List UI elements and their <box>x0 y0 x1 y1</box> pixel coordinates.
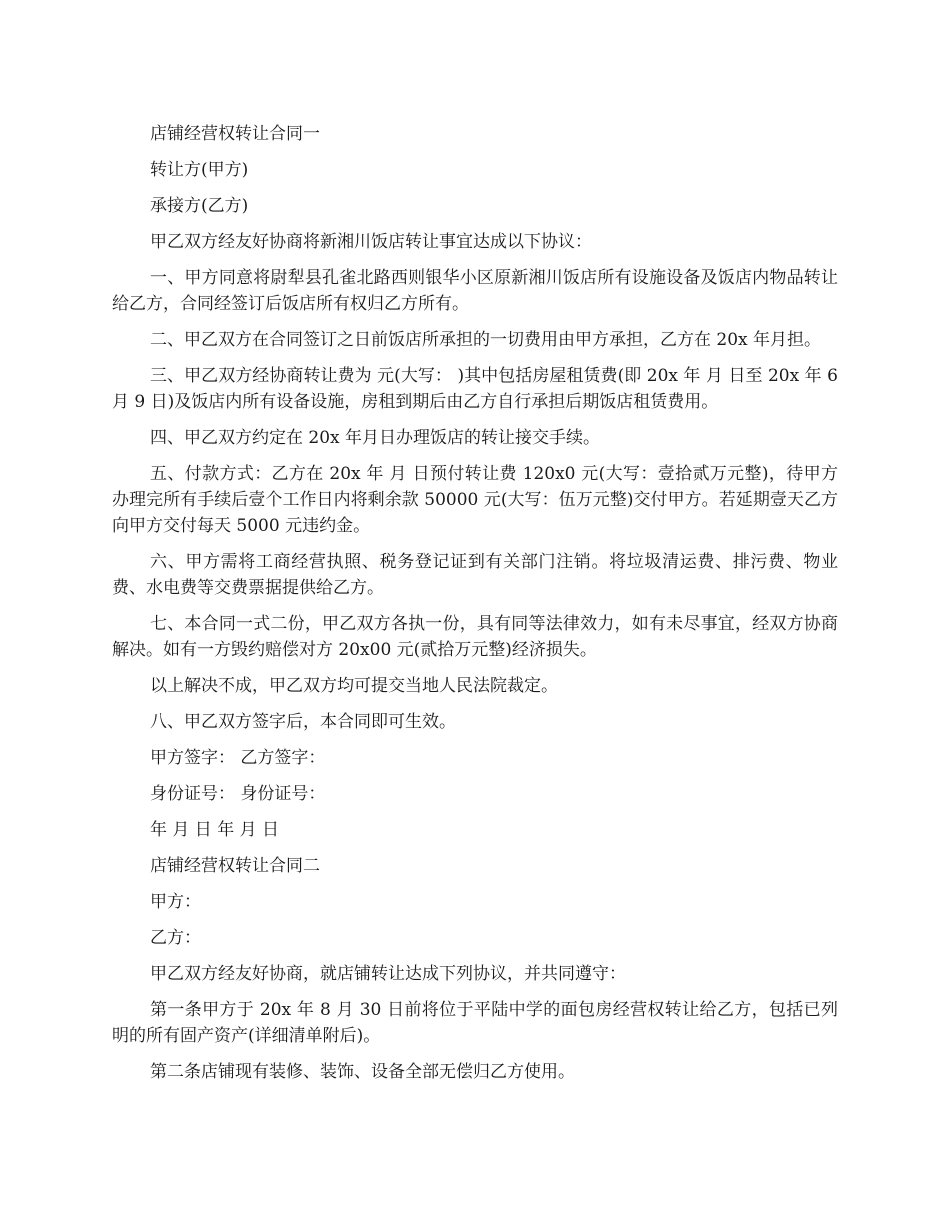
transferee-label: 承接方(乙方) <box>150 196 249 216</box>
clause-2: 二、甲乙双方在合同签订之日前饭店所承担的一切费用由甲方承担，乙方在 20x 年月担。 <box>150 330 822 350</box>
clause-1: 一、甲方同意将尉犁县孔雀北路西则银华小区原新湘川饭店所有设施设备及饭店内物品转让给乙方，合同经签订后饭店所有权归乙方所有。 <box>112 268 838 314</box>
party-a-label: 甲方： <box>150 892 201 912</box>
date-line: 年 月 日 年 月 日 <box>150 820 280 840</box>
clause-5-payment: 五、付款方式：乙方在 20x 年 月 日预付转让费 120x0 元(大写：壹拾贰万元整)，待甲方办理完所有手续后壹个工作日内将剩余款 50000 元(大写：伍万元整)交付甲方。若延期壹天乙方向甲方交付每天 5000 元违约金。 <box>112 464 838 536</box>
id-number-line: 身份证号： 身份证号： <box>150 784 326 804</box>
agreement-intro-2: 甲乙双方经友好协商，就店铺转让达成下列协议，并共同遵守： <box>150 964 626 984</box>
document-body <box>112 121 838 1095</box>
clause-3: 三、甲乙双方经协商转让费为 元(大写： )其中包括房屋租赁费(即 20x 年 月 日至 20x 年 6 月 9 日)及饭店内所有设备设施，房租到期后由乙方自行承担后期饭店租赁费用。 <box>112 366 838 412</box>
clause-6: 六、甲方需将工商经营执照、税务登记证到有关部门注销。将垃圾清运费、排污费、物业费、水电费等交费票据提供给乙方。 <box>112 552 838 598</box>
article-1: 第一条甲方于 20x 年 8 月 30 日前将位于平陆中学的面包房经营权转让给乙方，包括已列明的所有固产资产(详细清单附后)。 <box>112 1000 838 1046</box>
contract-two-title: 店铺经营权转让合同二 <box>150 856 320 876</box>
clause-8: 八、甲乙双方签字后，本合同即可生效。 <box>150 712 456 732</box>
party-b-label: 乙方： <box>150 928 201 948</box>
transferor-label: 转让方(甲方) <box>150 160 249 180</box>
agreement-intro: 甲乙双方经友好协商将新湘川饭店转让事宜达成以下协议： <box>150 232 592 252</box>
dispute-resolution: 以上解决不成，甲乙双方均可提交当地人民法院裁定。 <box>150 676 558 696</box>
clause-7: 七、本合同一式二份，甲乙双方各执一份，具有同等法律效力，如有未尽事宜，经双方协商解决。如有一方毁约赔偿对方 20x00 元(贰拾万元整)经济损失。 <box>112 614 838 660</box>
contract-one-title: 店铺经营权转让合同一 <box>150 124 320 144</box>
clause-4: 四、甲乙双方约定在 20x 年月日办理饭店的转让接交手续。 <box>150 428 601 448</box>
signature-line: 甲方签字： 乙方签字： <box>150 748 326 768</box>
article-2: 第二条店铺现有装修、装饰、设备全部无偿归乙方使用。 <box>150 1062 575 1082</box>
